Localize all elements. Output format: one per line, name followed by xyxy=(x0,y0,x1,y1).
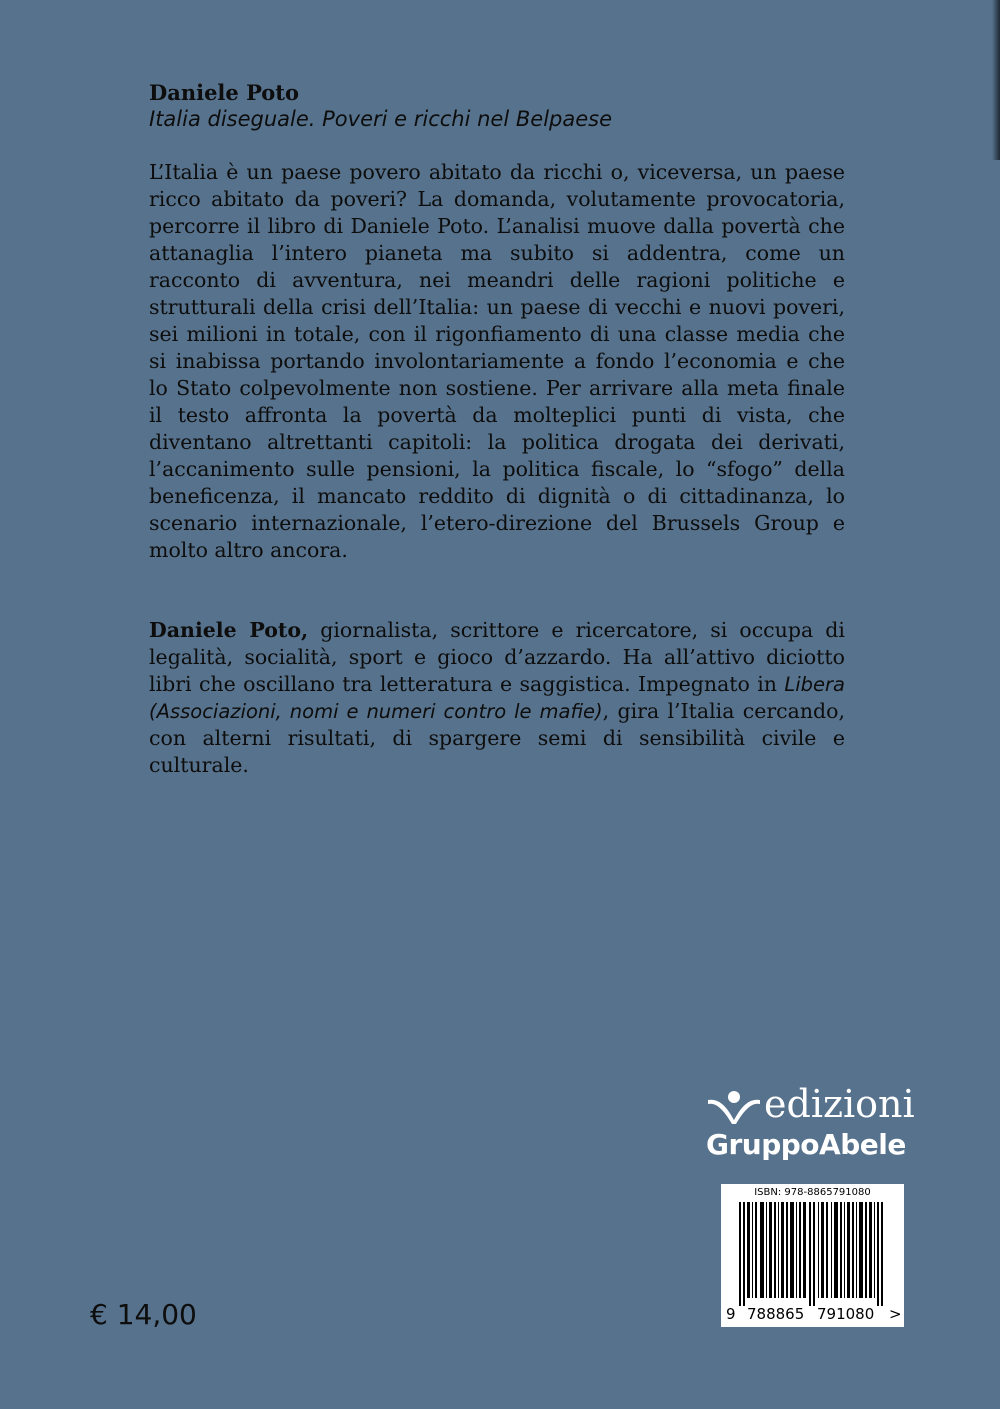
barcode-digits-3: 791080 xyxy=(817,1305,875,1323)
barcode-digit-4: > xyxy=(889,1305,902,1323)
author-bio xyxy=(149,617,845,779)
bio-text-2: , gira l’Italia cercando, con alterni risultati, di spargere semi di sensibilità civile e culturale. xyxy=(149,699,846,777)
isbn-label: ISBN: 978-8865791080 xyxy=(754,1187,871,1198)
price: € 14,00 xyxy=(90,1298,197,1331)
isbn-barcode xyxy=(721,1184,904,1327)
publisher-line-1: edizioni xyxy=(764,1082,915,1126)
bio-text-1: giornalista, scrittore e ricercatore, si occupa di legalità, socialità, sport e gioco d’azzardo. Ha all’attivo diciotto libri che oscillano tra letteratura e saggistica. Impegnato in xyxy=(149,618,845,696)
publisher-logo xyxy=(706,1082,926,1166)
publisher-figure-icon xyxy=(706,1090,762,1130)
barcode-bars xyxy=(725,1202,900,1306)
bio-author-name: Daniele Poto, xyxy=(149,618,309,642)
cover-edge-shadow xyxy=(992,0,1000,160)
bio-libera: Libera (Associazioni, nomi e numeri contro le mafie) xyxy=(149,673,845,723)
author-name: Daniele Poto xyxy=(149,80,300,105)
book-title: Italia diseguale. Poveri e ricchi nel Belpaese xyxy=(149,107,613,131)
barcode-digits-2: 788865 xyxy=(747,1305,805,1323)
barcode-digit-1: 9 xyxy=(726,1305,736,1323)
book-blurb: L’Italia è un paese povero abitato da ricchi o, viceversa, un paese ricco abitato da poveri? La domanda, volutamente provocatoria, percorre il libro di Daniele Poto. L’analisi muove dalla povertà che attanaglia l’intero pianeta ma subito si addentra, come un racconto di avventura, nei meandri delle ragioni politiche e strutturali della crisi dell’Italia: un paese di vecchi e nuovi poveri, sei milioni in totale, con il rigonfiamento di una classe media che si inabissa portando involontariamente a fondo l’economia e che lo Stato colpevolmente non sostiene. Per arrivare alla meta finale il testo affronta la povertà da molteplici punti di vista, che diventano altrettanti capitoli: la politica drogata dei derivati, l’accanimento sulle pensioni, la politica fiscale, lo “sfogo” della beneficenza, il mancato reddito di dignità o di cittadinanza, lo scenario internazionale, l’etero-direzione del Brussels Group e molto altro ancora. xyxy=(149,160,845,562)
publisher-line-2: GruppoAbele xyxy=(706,1128,906,1161)
